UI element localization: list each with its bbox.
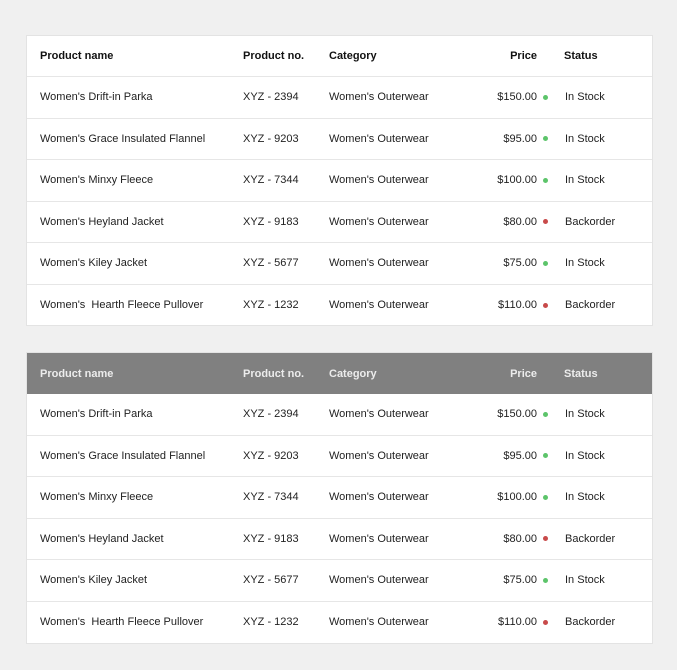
in-stock-dot-icon bbox=[543, 95, 548, 100]
cell-category: Women's Outerwear bbox=[329, 532, 429, 545]
table-row[interactable] bbox=[27, 243, 652, 285]
cell-status bbox=[537, 91, 605, 103]
status-label: In Stock bbox=[565, 174, 605, 187]
column-header-category[interactable]: Category bbox=[329, 367, 377, 380]
cell-product-no: XYZ - 7344 bbox=[243, 174, 299, 187]
cell-product-name: Women's Grace Insulated Flannel bbox=[40, 449, 206, 462]
cell-price: $80.00 bbox=[503, 215, 537, 228]
cell-price: $95.00 bbox=[503, 449, 537, 462]
column-header-status[interactable]: Status bbox=[564, 50, 598, 62]
cell-price: $95.00 bbox=[503, 132, 537, 145]
table-body bbox=[27, 394, 652, 643]
table-row[interactable] bbox=[27, 519, 652, 561]
status-label: Backorder bbox=[565, 616, 616, 629]
status-label: Backorder bbox=[565, 299, 616, 312]
table-row[interactable] bbox=[27, 436, 652, 478]
table-body bbox=[27, 77, 652, 326]
cell-product-no: XYZ - 9183 bbox=[243, 215, 299, 228]
cell-product-no: XYZ - 1232 bbox=[243, 616, 299, 629]
cell-status bbox=[537, 257, 605, 269]
cell-product-name: Women's Kiley Jacket bbox=[40, 257, 148, 270]
cell-price: $75.00 bbox=[503, 257, 537, 270]
cell-product-no: XYZ - 5677 bbox=[243, 574, 299, 587]
cell-product-no: XYZ - 1232 bbox=[243, 299, 299, 312]
table-row[interactable] bbox=[27, 77, 652, 119]
cell-product-name: Women's Heyland Jacket bbox=[40, 215, 164, 228]
in-stock-dot-icon bbox=[543, 453, 548, 458]
table-header-row bbox=[27, 353, 652, 394]
backorder-dot-icon bbox=[543, 219, 548, 224]
cell-product-name: Women's Minxy Fleece bbox=[40, 174, 154, 187]
status-label: In Stock bbox=[565, 91, 605, 104]
cell-status bbox=[537, 299, 615, 311]
cell-product-name: Women's Kiley Jacket bbox=[40, 574, 148, 587]
in-stock-dot-icon bbox=[543, 261, 548, 266]
column-header-price[interactable]: Price bbox=[510, 367, 537, 380]
cell-product-no: XYZ - 9203 bbox=[243, 132, 299, 145]
table-row[interactable] bbox=[27, 160, 652, 202]
cell-product-no: XYZ - 2394 bbox=[243, 91, 299, 104]
cell-price: $100.00 bbox=[497, 174, 537, 187]
table-row[interactable] bbox=[27, 119, 652, 161]
table-row[interactable] bbox=[27, 285, 652, 327]
cell-category: Women's Outerwear bbox=[329, 132, 429, 145]
cell-product-name: Women's Heyland Jacket bbox=[40, 532, 164, 545]
in-stock-dot-icon bbox=[543, 136, 548, 141]
cell-category: Women's Outerwear bbox=[329, 174, 429, 187]
column-header-price[interactable]: Price bbox=[510, 50, 537, 62]
cell-status bbox=[537, 133, 605, 145]
in-stock-dot-icon bbox=[543, 578, 548, 583]
cell-category: Women's Outerwear bbox=[329, 299, 429, 312]
product-table-light-header bbox=[26, 35, 653, 326]
column-header-product-no[interactable]: Product no. bbox=[243, 50, 305, 62]
cell-category: Women's Outerwear bbox=[329, 574, 429, 587]
column-header-product-name[interactable]: Product name bbox=[40, 50, 114, 62]
product-table-dark-header bbox=[26, 352, 653, 644]
cell-price: $80.00 bbox=[503, 532, 537, 545]
cell-product-name: Women's Drift-in Parka bbox=[40, 91, 153, 104]
cell-product-name: Women's Drift-in Parka bbox=[40, 408, 153, 421]
in-stock-dot-icon bbox=[543, 495, 548, 500]
table-row[interactable] bbox=[27, 202, 652, 244]
cell-price: $100.00 bbox=[497, 491, 537, 504]
cell-product-no: XYZ - 5677 bbox=[243, 257, 299, 270]
cell-status bbox=[537, 574, 605, 586]
cell-status bbox=[537, 491, 605, 503]
cell-status bbox=[537, 450, 605, 462]
cell-status bbox=[537, 216, 615, 228]
cell-category: Women's Outerwear bbox=[329, 215, 429, 228]
column-header-status[interactable]: Status bbox=[564, 367, 598, 380]
in-stock-dot-icon bbox=[543, 412, 548, 417]
cell-category: Women's Outerwear bbox=[329, 257, 429, 270]
status-label: In Stock bbox=[565, 408, 605, 421]
status-label: In Stock bbox=[565, 257, 605, 270]
column-header-product-no[interactable]: Product no. bbox=[243, 367, 305, 380]
backorder-dot-icon bbox=[543, 536, 548, 541]
cell-product-name: Women's Hearth Fleece Pullover bbox=[40, 616, 204, 629]
cell-product-name: Women's Hearth Fleece Pullover bbox=[40, 299, 204, 312]
cell-price: $110.00 bbox=[498, 299, 537, 312]
cell-status bbox=[537, 533, 615, 545]
cell-price: $150.00 bbox=[497, 91, 537, 104]
column-header-product-name[interactable]: Product name bbox=[40, 367, 114, 380]
cell-status bbox=[537, 408, 605, 420]
cell-category: Women's Outerwear bbox=[329, 616, 429, 629]
cell-price: $75.00 bbox=[503, 574, 537, 587]
cell-product-name: Women's Grace Insulated Flannel bbox=[40, 132, 206, 145]
cell-category: Women's Outerwear bbox=[329, 91, 429, 104]
in-stock-dot-icon bbox=[543, 178, 548, 183]
cell-category: Women's Outerwear bbox=[329, 449, 429, 462]
cell-product-no: XYZ - 2394 bbox=[243, 408, 299, 421]
cell-product-name: Women's Minxy Fleece bbox=[40, 491, 154, 504]
status-label: In Stock bbox=[565, 574, 605, 587]
backorder-dot-icon bbox=[543, 303, 548, 308]
table-row[interactable] bbox=[27, 602, 652, 644]
cell-status bbox=[537, 616, 615, 628]
cell-category: Women's Outerwear bbox=[329, 491, 429, 504]
cell-status bbox=[537, 174, 605, 186]
cell-product-no: XYZ - 9203 bbox=[243, 449, 299, 462]
table-row[interactable] bbox=[27, 477, 652, 519]
status-label: In Stock bbox=[565, 491, 605, 504]
cell-price: $150.00 bbox=[497, 408, 537, 421]
cell-product-no: XYZ - 9183 bbox=[243, 532, 299, 545]
table-row[interactable] bbox=[27, 560, 652, 602]
backorder-dot-icon bbox=[543, 620, 548, 625]
cell-product-no: XYZ - 7344 bbox=[243, 491, 299, 504]
table-row[interactable] bbox=[27, 394, 652, 436]
column-header-category[interactable]: Category bbox=[329, 50, 377, 62]
status-label: Backorder bbox=[565, 532, 616, 545]
cell-category: Women's Outerwear bbox=[329, 408, 429, 421]
status-label: Backorder bbox=[565, 215, 616, 228]
cell-price: $110.00 bbox=[498, 616, 537, 629]
status-label: In Stock bbox=[565, 132, 605, 145]
status-label: In Stock bbox=[565, 449, 605, 462]
table-header-row bbox=[27, 36, 652, 77]
